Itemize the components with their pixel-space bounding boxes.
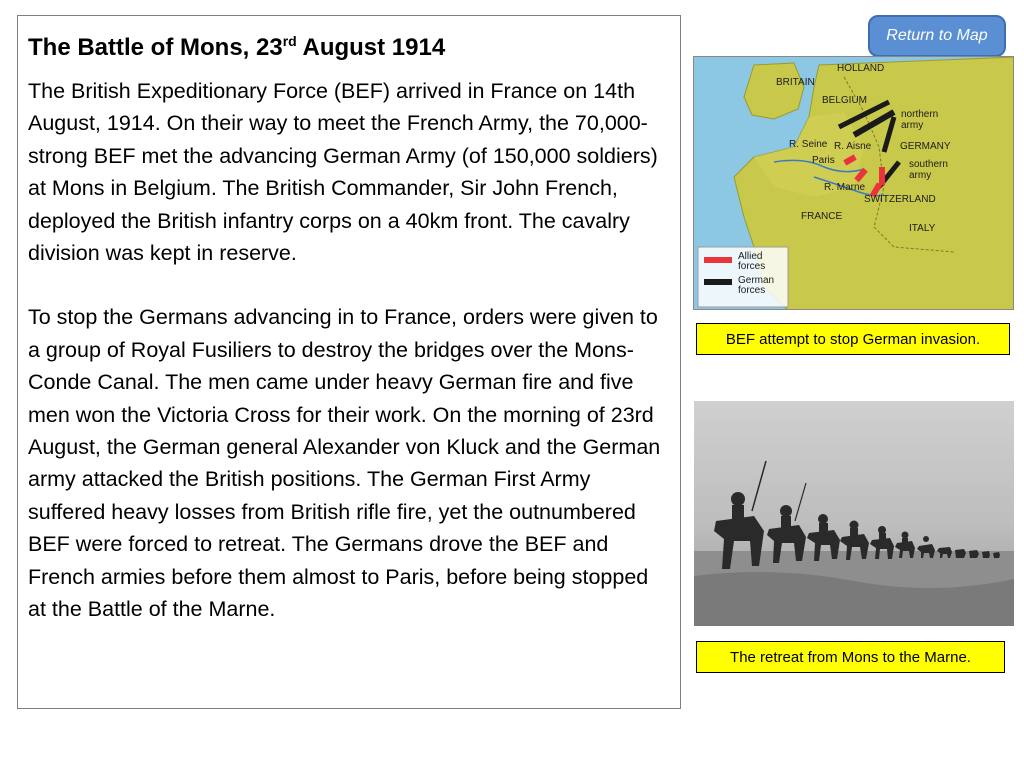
map-label-germany: GERMANY [900,141,951,152]
map-label-britain: BRITAIN [776,77,815,88]
map-label-r-marne: R. Marne [824,182,866,193]
map-britain [744,63,804,119]
map-label-paris: Paris [812,155,835,166]
map-label-switzerland: SWITZERLAND [864,194,936,205]
map-label-southern-army: southern [909,159,948,170]
map-label-r-seine: R. Seine [789,139,828,150]
map-allied-marker [879,167,885,185]
paragraph-mons-battle: To stop the Germans advancing in to France, orders were given to a group of Royal Fusiliers to destroy the bridges over the Mons-Conde Canal. The men came under heavy German fire and five men won the Victoria Cross for their work. On the morning of 23rd August, the German general Alexander von Kluck and the German army attacked the British positions. The German First Army suffered heavy losses from British rifle fire, yet the outnumbered BEF were forced to retreat. The Germans drove the BEF and French armies before them almost to Paris, before being stopped at the Battle of the Marne. [28,305,661,622]
legend-allied-label-2: forces [738,261,766,272]
map-label-holland: HOLLAND [837,63,885,74]
europe-map-graphic [694,57,1014,310]
photo-caption: The retreat from Mons to the Marne. [696,641,1005,673]
legend-allied-label: Allied [738,251,763,262]
cavalry-photo [694,401,1014,626]
title-rest: August 1914 [296,34,446,61]
title-ordinal-suffix: rd [282,33,297,49]
article-textbox [17,15,681,709]
map-label-southern-army-2: army [909,170,932,181]
map-label-northern-army: northern [901,109,939,120]
legend-german-swatch [704,279,732,285]
page-title [28,26,668,63]
map-label-belgium: BELGIUM [822,95,868,106]
map-label-italy: ITALY [909,223,936,234]
legend-german-label-2: forces [738,285,766,296]
map-caption: BEF attempt to stop German invasion. [696,323,1010,355]
legend-german-label: German [738,275,775,286]
map-label-france: FRANCE [801,211,843,222]
map-image [693,56,1014,310]
map-label-northern-army-2: army [901,120,924,131]
map-label-r-aisne: R. Aisne [834,141,872,152]
cavalry-photo-graphic [694,401,1014,626]
return-to-map-button[interactable]: Return to Map [868,15,1006,57]
paragraph-bef-arrival: The British Expeditionary Force (BEF) arrived in France on 14th August, 1914. On their way to meet the French Army, the 70,000-strong BEF met the advancing German Army (of 150,000 soldiers) at Mons in Belgium. The British Commander, Sir John French, deployed the British infantry corps on a 40km front. The cavalry division was kept in reserve. [28,79,658,266]
title-main: The Battle of Mons, 23 [28,34,283,61]
legend-allied-swatch [704,257,732,263]
